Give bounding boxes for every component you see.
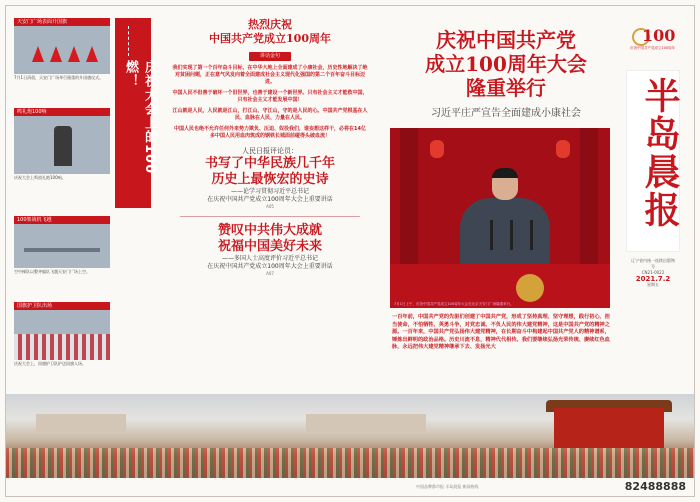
centenary-text: 庆祝中国共产党成立100周年: [630, 46, 676, 50]
microphone-icon: [490, 220, 493, 250]
red-flag-icon: [86, 46, 98, 62]
honor-guard-photo: [14, 310, 110, 360]
party-emblem-icon: [516, 274, 544, 302]
red-flag-icon: [68, 46, 80, 62]
lead-story-text: 一百年前，中国共产党的先驱们创建了中国共产党，形成了坚持真理、坚守理想，践行初心、担当使命，不怕牺牲、英勇斗争，对党忠诚、不负人民的伟大建党精神，这是中国共产党的精神之源。一百年来，中国共产党弘扬伟大建党精神，在长期奋斗中构建起中国共产党人的精神谱系，锤炼出鲜明的政治品格。历史川流不息，精神代代相传。我们要继续弘扬光荣传统、赓续红色血脉，永远把伟大建党精神继承下去、发扬光大: [392, 314, 610, 350]
left-item-header: 国旗护卫队出场: [14, 302, 110, 310]
praise-headline-line1[interactable]: 赞叹中共伟大成就: [217, 223, 322, 238]
hotline-number[interactable]: 82488888: [624, 480, 686, 493]
flag-raising-photo: [14, 26, 110, 74]
microphone-icon: [510, 220, 513, 250]
lantern-icon: [556, 140, 570, 158]
praise-page-ref: A07: [266, 271, 274, 276]
masthead[interactable]: [626, 70, 680, 252]
issue-date: 2021.7.2: [635, 275, 671, 283]
microphone-icon: [530, 220, 533, 250]
lantern-icon: [430, 140, 444, 158]
tiananmen-gate: [554, 408, 664, 448]
centenary-number: 100: [642, 26, 676, 45]
issue-line: CN21-0022: [641, 270, 665, 275]
left-item-header: 天安门广场表面升国旗: [14, 18, 110, 26]
banner-title: 庆祝大会上的100，燃！: [123, 60, 157, 189]
review-headline-line2[interactable]: 历史上最恢宏的史诗: [211, 172, 329, 187]
red-flag-icon: [32, 46, 44, 62]
lead-photo[interactable]: [390, 128, 610, 308]
greeting-subtitle: 中国共产党成立100周年: [209, 32, 331, 45]
review-label: 人民日报评论员：: [242, 147, 298, 155]
greeting-title: 热烈庆祝: [248, 18, 292, 31]
tiananmen-panorama-photo[interactable]: [6, 394, 694, 478]
footer-info: 中国品牌都市报 半岛晨报 新闻热线: [416, 484, 479, 489]
middle-column: [160, 18, 380, 378]
praise-subhead: ——多国人士高度评价习近平总书记: [221, 255, 318, 262]
aircraft-photo: [14, 224, 110, 268]
left-item-caption: 庆祝大会上鸣放礼炮100响。: [14, 175, 66, 180]
quotes-tag: 讲话金句: [249, 52, 291, 61]
speaker-hair: [492, 168, 518, 178]
building: [36, 414, 126, 432]
review-page-ref: A05: [266, 204, 274, 209]
footer: [6, 478, 694, 496]
left-item-guard[interactable]: [14, 302, 110, 366]
banner-decoration: [128, 26, 139, 56]
left-item-caption: 7月1日清晨，天安门广场举行隆重的升国旗仪式。: [14, 75, 104, 80]
left-item-caption: 空中梯队以整齐编队飞越天安门广场上空。: [14, 269, 90, 274]
review-headline-line1[interactable]: 书写了中华民族几千年: [204, 156, 335, 171]
left-item-salute[interactable]: [14, 108, 110, 180]
review-subhead: ——论学习贯彻习近平总书记: [230, 188, 309, 195]
quote-paragraph: 江山就是人民，人民就是江山，打江山、守江山，守的是人民的心。中国共产党根基在人民、血脉在人民、力量在人民。: [172, 108, 368, 121]
review-subhead: 在庆祝中国共产党成立100周年大会上重要讲话: [207, 196, 333, 203]
issue-info: [630, 258, 676, 288]
praise-headline-line2[interactable]: 祝福中国美好未来: [217, 239, 322, 254]
lead-headline-line3: 隆重举行: [466, 76, 546, 100]
lead-headline-line2: 成立100周年大会: [425, 52, 587, 76]
left-item-header: 鸣礼炮100响: [14, 108, 110, 116]
centenary-logo: [630, 24, 676, 58]
crowd: [6, 448, 694, 478]
left-item-aircraft[interactable]: [14, 216, 110, 274]
quote-paragraph: 我们实现了第一个百年奋斗目标，在中华大地上全面建成了小康社会，历史性地解决了绝对贫困问题，正在意气风发向着全面建成社会主义现代化强国的第二个百年奋斗目标迈进。: [172, 65, 368, 85]
lead-headline-line1: 庆祝中国共产党: [436, 28, 576, 52]
red-vertical-banner[interactable]: [115, 18, 157, 208]
building: [306, 414, 426, 432]
quote-paragraph: 中国人民不但善于破坏一个旧世界，也善于建设一个新世界。只有社会主义才能救中国，只有社会主义才能发展中国！: [172, 90, 368, 103]
newspaper-title: 半岛晨报: [639, 77, 681, 229]
left-item-header: 100架战机飞越: [14, 216, 110, 224]
lead-headline[interactable]: [388, 28, 624, 100]
salute-photo: [14, 116, 110, 174]
divider: [180, 216, 360, 217]
left-photo-column: [14, 18, 110, 378]
issue-weekday: 星期五: [647, 282, 659, 287]
praise-subhead: 在庆祝中国共产党成立100周年大会上重要讲话: [207, 263, 333, 270]
left-item-flag[interactable]: [14, 18, 110, 80]
left-item-caption: 庆祝大会上，国旗护卫队护送国旗入场。: [14, 361, 86, 366]
lead-subheadline: 习近平庄严宣告全面建成小康社会: [431, 108, 581, 119]
quote-paragraph: 中国人民也绝不允许任何外来势力欺负、压迫、奴役我们，谁妄想这样干，必将在14亿多中国人民用血肉筑成的钢铁长城面前碰得头破血流！: [174, 126, 366, 139]
issue-line: 辽宁省内统一连续出版物号: [631, 258, 675, 269]
red-flag-icon: [50, 46, 62, 62]
photo-caption: 7月1日上午，庆祝中国共产党成立100周年大会在北京天安门广场隆重举行。: [394, 302, 514, 306]
